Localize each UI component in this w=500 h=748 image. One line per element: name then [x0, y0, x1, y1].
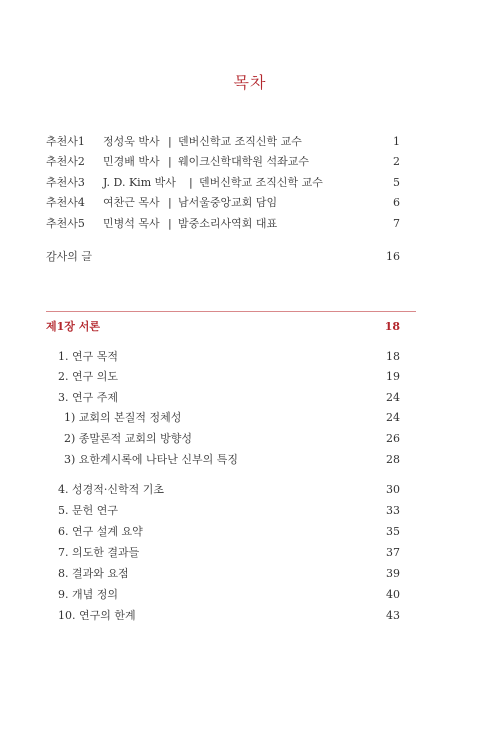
entry-page: 39: [386, 567, 400, 580]
section-title: 8. 결과와 요점: [58, 567, 129, 580]
toc-entry-recommendation-2[interactable]: [46, 153, 400, 171]
entry-author: 여찬근 목사: [103, 196, 160, 209]
entry-label: 추천사5: [46, 217, 85, 230]
chapter-divider: [46, 311, 416, 312]
toc-entry-recommendation-5[interactable]: [46, 215, 400, 233]
toc-entry-subsection[interactable]: [46, 430, 400, 448]
entry-label: 추천사1: [46, 135, 85, 148]
toc-entry-section[interactable]: [46, 565, 400, 583]
entry-label: 추천사2: [46, 155, 85, 168]
toc-entry-section[interactable]: [46, 502, 400, 520]
entry-page: 43: [386, 609, 400, 622]
entry-page: 24: [386, 391, 400, 404]
entry-page: 18: [386, 350, 400, 363]
toc-entry-section[interactable]: [46, 481, 400, 499]
entry-role: 덴버신학교 조직신학 교수: [199, 176, 323, 189]
toc-entry-recommendation-3[interactable]: [46, 174, 400, 192]
subsection-title: 2) 종말론적 교회의 방향성: [64, 432, 193, 445]
entry-role: 웨이크신학대학원 석좌교수: [178, 155, 310, 168]
toc-entry-subsection[interactable]: [46, 451, 400, 469]
entry-page: 40: [386, 588, 400, 601]
toc-entry-section[interactable]: [46, 607, 400, 625]
toc-entry-section[interactable]: [46, 348, 400, 366]
entry-label: 추천사3: [46, 176, 85, 189]
entry-separator: |: [168, 196, 172, 209]
entry-label: 추천사4: [46, 196, 85, 209]
entry-page: 6: [393, 196, 400, 209]
section-title: 3. 연구 주제: [58, 391, 118, 404]
section-title: 5. 문헌 연구: [58, 504, 118, 517]
chapter-title: 제1장 서론: [46, 320, 100, 333]
entry-author: 정성욱 박사: [103, 135, 160, 148]
subsection-title: 1) 교회의 본질적 정체성: [64, 411, 182, 424]
toc-entry-section[interactable]: [46, 586, 400, 604]
toc-entry-section[interactable]: [46, 389, 400, 407]
entry-separator: |: [168, 135, 172, 148]
entry-role: 덴버신학교 조직신학 교수: [178, 135, 302, 148]
section-title: 1. 연구 목적: [58, 350, 118, 363]
entry-author: 민병석 목사: [103, 217, 160, 230]
entry-page: 24: [386, 411, 400, 424]
toc-entry-section[interactable]: [46, 544, 400, 562]
section-title: 10. 연구의 한계: [58, 609, 136, 622]
page-title: 목차: [233, 73, 267, 92]
entry-separator: |: [168, 217, 172, 230]
entry-role: 남서울중앙교회 담임: [178, 196, 278, 209]
section-title: 2. 연구 의도: [58, 370, 118, 383]
entry-page: 35: [386, 525, 400, 538]
entry-page: 30: [386, 483, 400, 496]
entry-page: 37: [386, 546, 400, 559]
entry-page: 2: [393, 155, 400, 168]
subsection-title: 3) 요한계시록에 나타난 신부의 특징: [64, 453, 239, 466]
toc-entry-chapter-1[interactable]: [46, 318, 400, 336]
section-title: 7. 의도한 결과들: [58, 546, 140, 559]
entry-separator: |: [189, 176, 193, 189]
entry-page: 16: [386, 250, 400, 263]
entry-page: 26: [386, 432, 400, 445]
section-title: 6. 연구 설계 요약: [58, 525, 143, 538]
toc-entry-acknowledgements[interactable]: [46, 248, 400, 266]
entry-page: 5: [393, 176, 400, 189]
toc-entry-recommendation-1[interactable]: [46, 133, 400, 151]
toc-entry-section[interactable]: [46, 368, 400, 386]
section-title: 4. 성경적·신학적 기초: [58, 483, 164, 496]
toc-entry-section[interactable]: [46, 523, 400, 541]
section-title: 9. 개념 정의: [58, 588, 118, 601]
toc-entry-recommendation-4[interactable]: [46, 194, 400, 212]
entry-title: 감사의 글: [46, 250, 93, 263]
entry-page: 28: [386, 453, 400, 466]
entry-author: J. D. Kim 박사: [103, 176, 176, 189]
entry-author: 민경배 박사: [103, 155, 160, 168]
toc-entry-subsection[interactable]: [46, 409, 400, 427]
entry-page: 1: [393, 135, 400, 148]
entry-page: 7: [393, 217, 400, 230]
entry-page: 19: [386, 370, 400, 383]
entry-role: 밤중소리사역회 대표: [178, 217, 278, 230]
entry-page: 18: [384, 320, 400, 333]
entry-separator: |: [168, 155, 172, 168]
entry-page: 33: [386, 504, 400, 517]
